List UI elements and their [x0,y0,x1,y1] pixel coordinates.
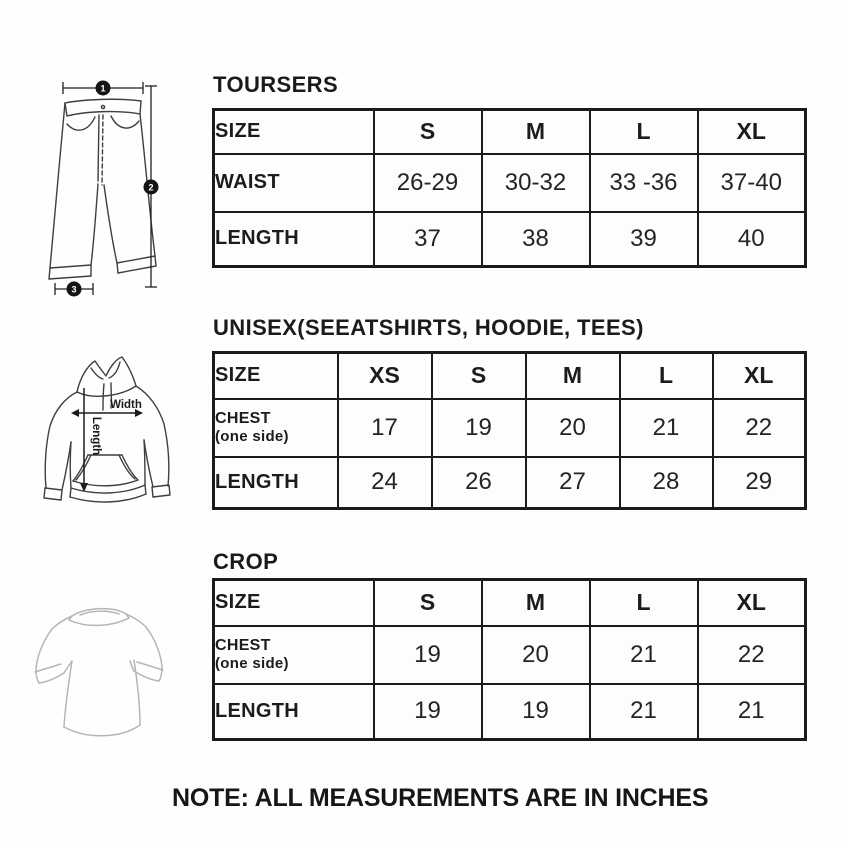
header-cell: L [590,110,698,154]
trousers-illustration [40,72,208,307]
header-cell: S [374,580,482,626]
table-row [214,684,806,740]
header-cell: M [526,353,620,399]
table-header-row [214,353,806,399]
row-label-cell: WAIST [214,154,374,212]
header-cell: SIZE [214,110,374,154]
table-header-row [214,580,806,626]
header-cell: S [374,110,482,154]
data-cell: 19 [482,684,590,740]
row-label-cell: LENGTH [214,457,338,509]
data-cell: 39 [590,212,698,267]
header-cell: XS [338,353,432,399]
data-cell: 19 [374,626,482,684]
row-label-cell: LENGTH [214,684,374,740]
row-label-cell [214,399,338,457]
data-cell: 22 [698,626,806,684]
length-marker-label: 2 [148,182,154,193]
data-cell: 28 [620,457,713,509]
table-row [214,212,806,267]
unisex-section-title: UNISEX(SEEATSHIRTS, HOODIE, TEES) [213,315,644,340]
data-cell: 37-40 [698,154,806,212]
crop-top-illustration [28,590,178,745]
data-cell: 37 [374,212,482,267]
header-cell: M [482,110,590,154]
data-cell: 29 [713,457,806,509]
data-cell: 21 [620,399,713,457]
header-cell: XL [698,110,806,154]
data-cell: 17 [338,399,432,457]
row-sublabel-text: (one side) [215,427,289,445]
unisex-size-table [212,351,807,510]
waist-marker-label: 1 [100,83,106,94]
measurements-note: NOTE: ALL MEASUREMENTS ARE IN INCHES [172,784,709,812]
row-label-cell [214,626,374,684]
table-row [214,399,806,457]
data-cell: 20 [482,626,590,684]
data-cell: 19 [432,399,526,457]
data-cell: 21 [590,684,698,740]
table-row [214,457,806,509]
row-sublabel-text: (one side) [215,654,289,672]
data-cell: 33 -36 [590,154,698,212]
hoodie-length-label: Length [90,416,102,456]
row-label-text: CHEST [215,636,271,654]
header-cell: SIZE [214,353,338,399]
data-cell: 21 [590,626,698,684]
trousers-size-table [212,108,807,268]
data-cell: 26 [432,457,526,509]
data-cell: 19 [374,684,482,740]
data-cell: 27 [526,457,620,509]
hem-marker-label: 3 [71,284,77,295]
hoodie-illustration [25,348,190,538]
row-label-text: CHEST [215,409,271,427]
data-cell: 26-29 [374,154,482,212]
data-cell: 40 [698,212,806,267]
header-cell: XL [698,580,806,626]
header-cell: L [620,353,713,399]
hoodie-width-label: Width [110,399,142,411]
header-cell: M [482,580,590,626]
data-cell: 20 [526,399,620,457]
data-cell: 21 [698,684,806,740]
table-header-row [214,110,806,154]
data-cell: 24 [338,457,432,509]
row-label-cell: LENGTH [214,212,374,267]
table-row [214,154,806,212]
data-cell: 22 [713,399,806,457]
header-cell: SIZE [214,580,374,626]
header-cell: S [432,353,526,399]
crop-section-title: CROP [213,549,279,574]
header-cell: XL [713,353,806,399]
trousers-section-title: TOURSERS [213,72,339,97]
data-cell: 30-32 [482,154,590,212]
crop-size-table [212,578,807,741]
header-cell: L [590,580,698,626]
data-cell: 38 [482,212,590,267]
table-row [214,626,806,684]
